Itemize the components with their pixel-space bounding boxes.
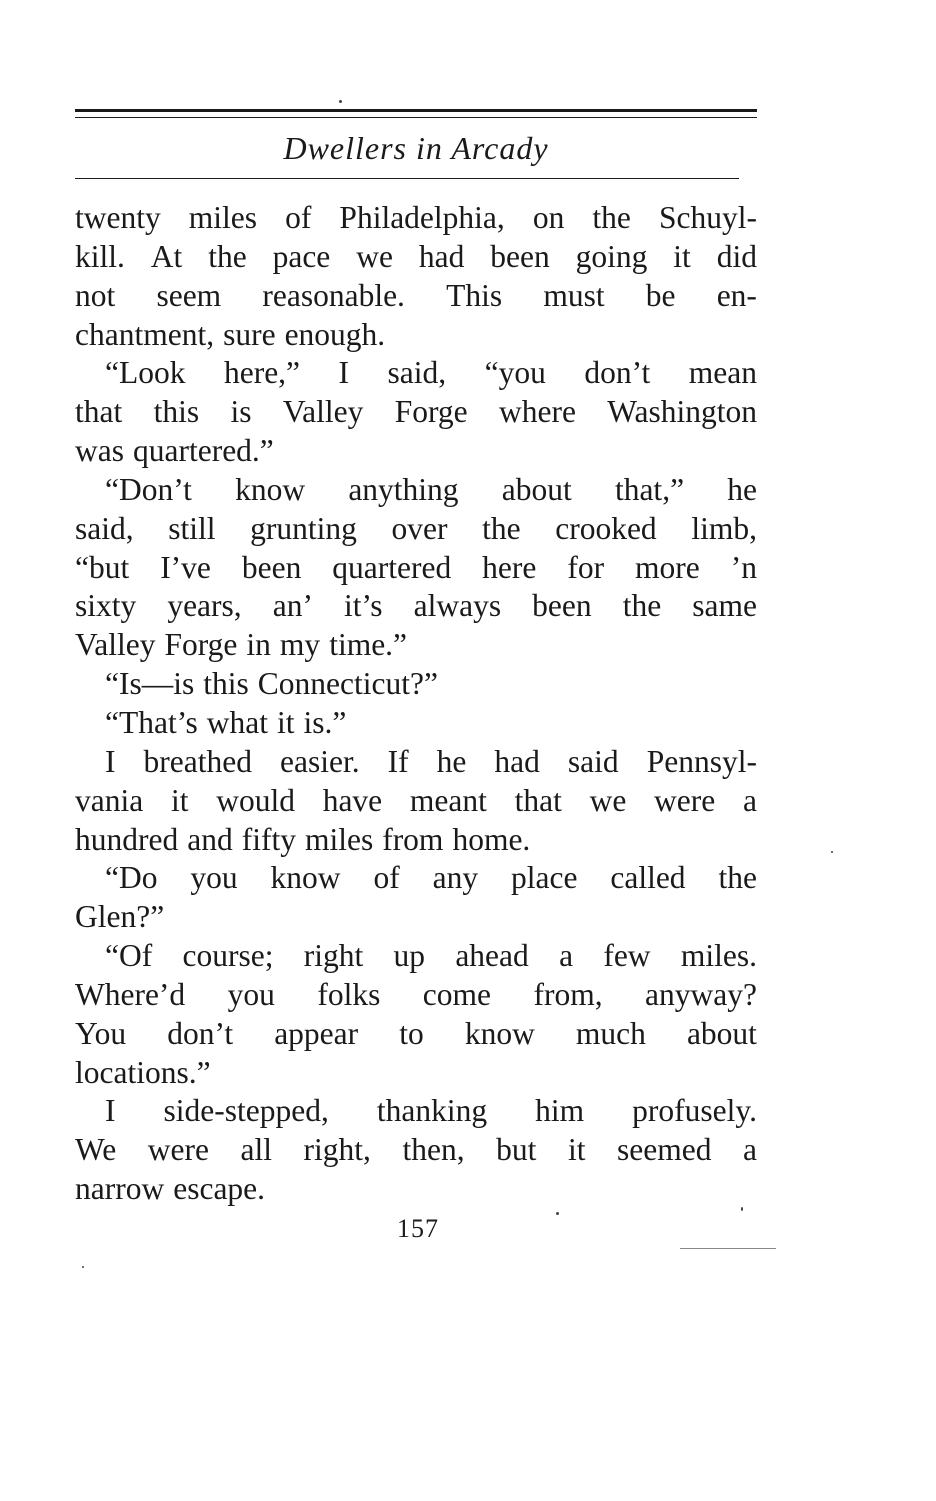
text-line: I side-stepped, thanking him profusely. (105, 1093, 757, 1129)
text-line: not seem reasonable. This must be en- (75, 277, 757, 313)
header-rule-thin (75, 117, 757, 118)
text-line: You don’t appear to know much about (75, 1015, 757, 1051)
text-line: Glen?” (75, 899, 165, 935)
text-line: “Is—is this Connecticut?” (105, 666, 438, 702)
text-line: “Don’t know anything about that,” he (105, 471, 757, 507)
text-line: kill. At the pace we had been going it did (75, 238, 757, 274)
text-line: “Look here,” I said, “you don’t mean (105, 355, 757, 391)
text-line: We were all right, then, but it seemed a (75, 1132, 757, 1168)
text-line: Where’d you folks come from, anyway? (75, 976, 757, 1012)
text-line: hundred and fifty miles from home. (75, 821, 531, 857)
text-line: twenty miles of Philadelphia, on the Schuyl- (75, 200, 757, 235)
scan-speck (339, 100, 342, 103)
text-line: “Do you know of any place called the (105, 860, 757, 896)
scan-speck (741, 1207, 743, 1211)
scan-speck (831, 851, 833, 853)
scan-speck (82, 1266, 84, 1268)
text-line: vania it would have meant that we were a (75, 782, 757, 818)
text-line: Valley Forge in my time.” (75, 627, 408, 663)
text-line: “Of course; right up ahead a few miles. (105, 938, 757, 974)
text-line: chantment, sure enough. (75, 316, 386, 352)
text-line: “but I’ve been quartered here for more ’n (75, 549, 757, 585)
text-line: said, still grunting over the crooked limb, (75, 510, 757, 546)
text-line: I breathed easier. If he had said Pennsyl- (105, 743, 757, 779)
header-rule-bottom (75, 178, 739, 179)
text-line: was quartered.” (75, 433, 274, 469)
running-title: Dwellers in Arcady (283, 130, 549, 166)
text-line: “That’s what it is.” (105, 704, 347, 740)
scan-speck (556, 1212, 559, 1215)
text-line: sixty years, an’ it’s always been the same (75, 588, 757, 624)
page-body-text (75, 199, 757, 1209)
text-line: locations.” (75, 1054, 211, 1090)
scan-speck (680, 1248, 776, 1249)
text-line: narrow escape. (75, 1171, 266, 1207)
page-number: 157 (397, 1214, 439, 1243)
header-rule-thick (75, 109, 757, 112)
text-line: that this is Valley Forge where Washington (75, 394, 757, 430)
